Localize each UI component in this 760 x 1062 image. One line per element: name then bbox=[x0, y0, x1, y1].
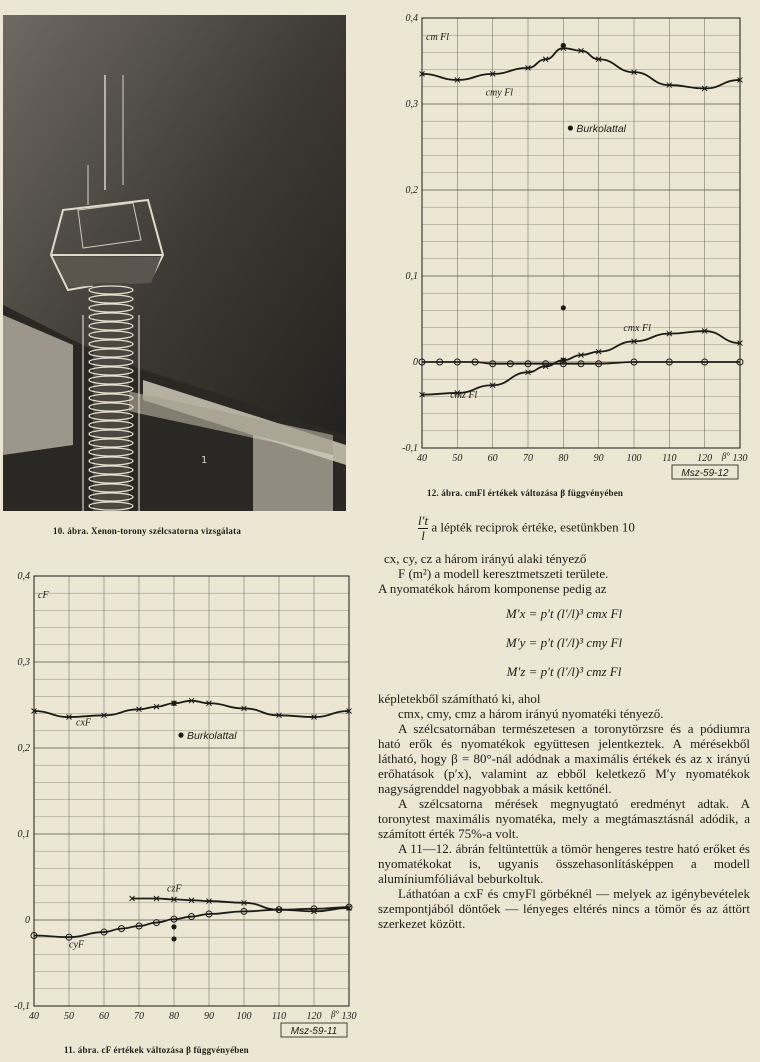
x-tick-label: 40 bbox=[29, 1011, 39, 1022]
series-label: cyF bbox=[69, 939, 84, 951]
x-tick-label: 50 bbox=[452, 453, 463, 464]
burkolattal-point bbox=[561, 43, 566, 48]
burkolattal-point bbox=[171, 936, 176, 941]
series-line bbox=[422, 48, 740, 88]
paragraph-4: Láthatóan a cxF és cmyFl görbéknél — melyek az igénybevételek szempontjából döntőek — lényeges eltérés nincs a tömör és az áttört szerkezet között. bbox=[378, 886, 750, 931]
x-tick-label: 100 bbox=[236, 1011, 252, 1022]
y-tick-label: 0,1 bbox=[405, 271, 418, 282]
y-tick-label: 0 bbox=[413, 357, 418, 368]
series-label: cmx Fl bbox=[623, 323, 651, 335]
y-tick-label: 0,2 bbox=[405, 185, 418, 196]
x-tick-label: 40 bbox=[417, 453, 427, 464]
y-tick-label: 0,4 bbox=[405, 13, 418, 24]
x-tick-label: 80 bbox=[558, 453, 569, 464]
series-label: czF bbox=[167, 883, 182, 895]
series-label: cmy Fl bbox=[485, 87, 514, 99]
y-tick-label: -0,1 bbox=[14, 1001, 30, 1012]
x-tick-label: 120 bbox=[306, 1011, 322, 1022]
stamp-label: Msz-59-11 bbox=[290, 1026, 338, 1037]
legend-marker bbox=[568, 125, 573, 130]
formula-mx: M′x = p′t (l′/l)³ cmx Fl bbox=[505, 606, 623, 621]
stamp-label: Msz-59-12 bbox=[681, 468, 729, 479]
x-tick-label: 90 bbox=[204, 1011, 214, 1022]
legend-burkolattal: Burkolattal bbox=[187, 730, 237, 743]
x-tick-label: 130 bbox=[341, 1011, 357, 1022]
area-definition: F (m²) a modell keresztmetszeti területe. bbox=[398, 566, 609, 581]
y-tick-label: 0,4 bbox=[17, 571, 30, 582]
fig11-chart bbox=[2, 566, 360, 1044]
x-tick-label: 100 bbox=[626, 453, 642, 464]
paragraph-1: A szélcsatornában természetesen a toronytörzsre és a pódiumra ható erők és nyomatékok együttesen jelentkeztek. A mérésekből látható, hogy β = 80°-nál adódnak a maximális értékek és az x irányú erőhatások (p′x), valamint az ebből keletkező M′y nyomatékok nagyságrenddel nagyobbak a másik kettőnél. bbox=[378, 721, 750, 796]
burkolattal-point bbox=[561, 358, 566, 363]
moments-intro: A nyomatékok három komponense pedig az bbox=[378, 581, 607, 596]
y-tick-label: 0,3 bbox=[17, 657, 30, 668]
x-tick-label: 120 bbox=[697, 453, 713, 464]
x-tick-label: 110 bbox=[271, 1011, 287, 1022]
legend-burkolattal: Burkolattal bbox=[576, 123, 627, 136]
series-label: cmz Fl bbox=[450, 390, 478, 402]
y-tick-label: -0,1 bbox=[402, 443, 418, 454]
x-axis-label: β° bbox=[330, 1009, 340, 1019]
x-tick-label: 70 bbox=[523, 453, 533, 464]
x-tick-label: 80 bbox=[169, 1011, 179, 1022]
shape-factor-definition: cx, cy, cz a három irányú alaki tényező bbox=[384, 551, 587, 566]
fig10-caption: 10. ábra. Xenon-torony szélcsatorna vizsgálata bbox=[53, 526, 242, 536]
burkolattal-point bbox=[561, 305, 566, 310]
fig12-chart bbox=[380, 8, 750, 486]
scale-definition: a lépték reciprok értéke, esetünkben 10 bbox=[431, 519, 635, 535]
x-tick-label: 60 bbox=[99, 1011, 109, 1022]
y-tick-label: 0,3 bbox=[405, 99, 418, 110]
wind-tunnel-photo bbox=[3, 15, 346, 511]
series-label: cxF bbox=[76, 717, 91, 729]
series-line bbox=[34, 701, 349, 717]
x-tick-label: 130 bbox=[732, 453, 748, 464]
x-tick-label: 50 bbox=[64, 1011, 74, 1022]
x-tick-label: 70 bbox=[134, 1011, 144, 1022]
y-tick-label: 0 bbox=[25, 915, 30, 926]
x-tick-label: 90 bbox=[593, 453, 604, 464]
body-text bbox=[378, 510, 750, 931]
legend-marker bbox=[178, 733, 183, 738]
burkolattal-point bbox=[171, 701, 176, 706]
y-tick-label: 0,1 bbox=[17, 829, 30, 840]
y-tick-label: 0,2 bbox=[17, 743, 30, 754]
fig11-caption: 11. ábra. cF értékek változása β függvényében bbox=[64, 1045, 249, 1055]
x-tick-label: 60 bbox=[487, 453, 498, 464]
formula-my: M′y = p′t (l′/l)³ cmy Fl bbox=[505, 635, 623, 650]
moment-factor-definition: cmx, cmy, cmz a három irányú nyomatéki tényező. bbox=[398, 706, 664, 721]
y-axis-label: cm Fl bbox=[426, 32, 450, 43]
formula-outro: képletekből számítható ki, ahol bbox=[378, 691, 541, 706]
fig12-caption: 12. ábra. cmFl értékek változása β függvényében bbox=[427, 488, 624, 498]
x-tick-label: 110 bbox=[662, 453, 677, 464]
paragraph-2: A szélcsatorna mérések megnyugtató eredményt adtak. A toronytest maximális nyomatéka, mely a megtámasztásnál adódik, a számított érték 75%-a volt. bbox=[378, 796, 750, 841]
formula-mz: M′z = p′t (l′/l)³ cmz Fl bbox=[506, 664, 622, 679]
scale-fraction: $\frac{l't}{l}$ bbox=[418, 513, 429, 543]
y-axis-label: cF bbox=[38, 590, 49, 601]
x-axis-label: β° bbox=[721, 451, 730, 461]
paragraph-3: A 11—12. ábrán feltüntettük a tömör hengeres testre ható erőket és nyomatékokat is, ugyanis összehasonlításképpen a modell alumíniumfóliával beburkoltuk. bbox=[378, 841, 750, 886]
plot-frame bbox=[422, 18, 740, 448]
burkolattal-point bbox=[171, 924, 176, 929]
photo-mark: 1 bbox=[201, 455, 208, 466]
